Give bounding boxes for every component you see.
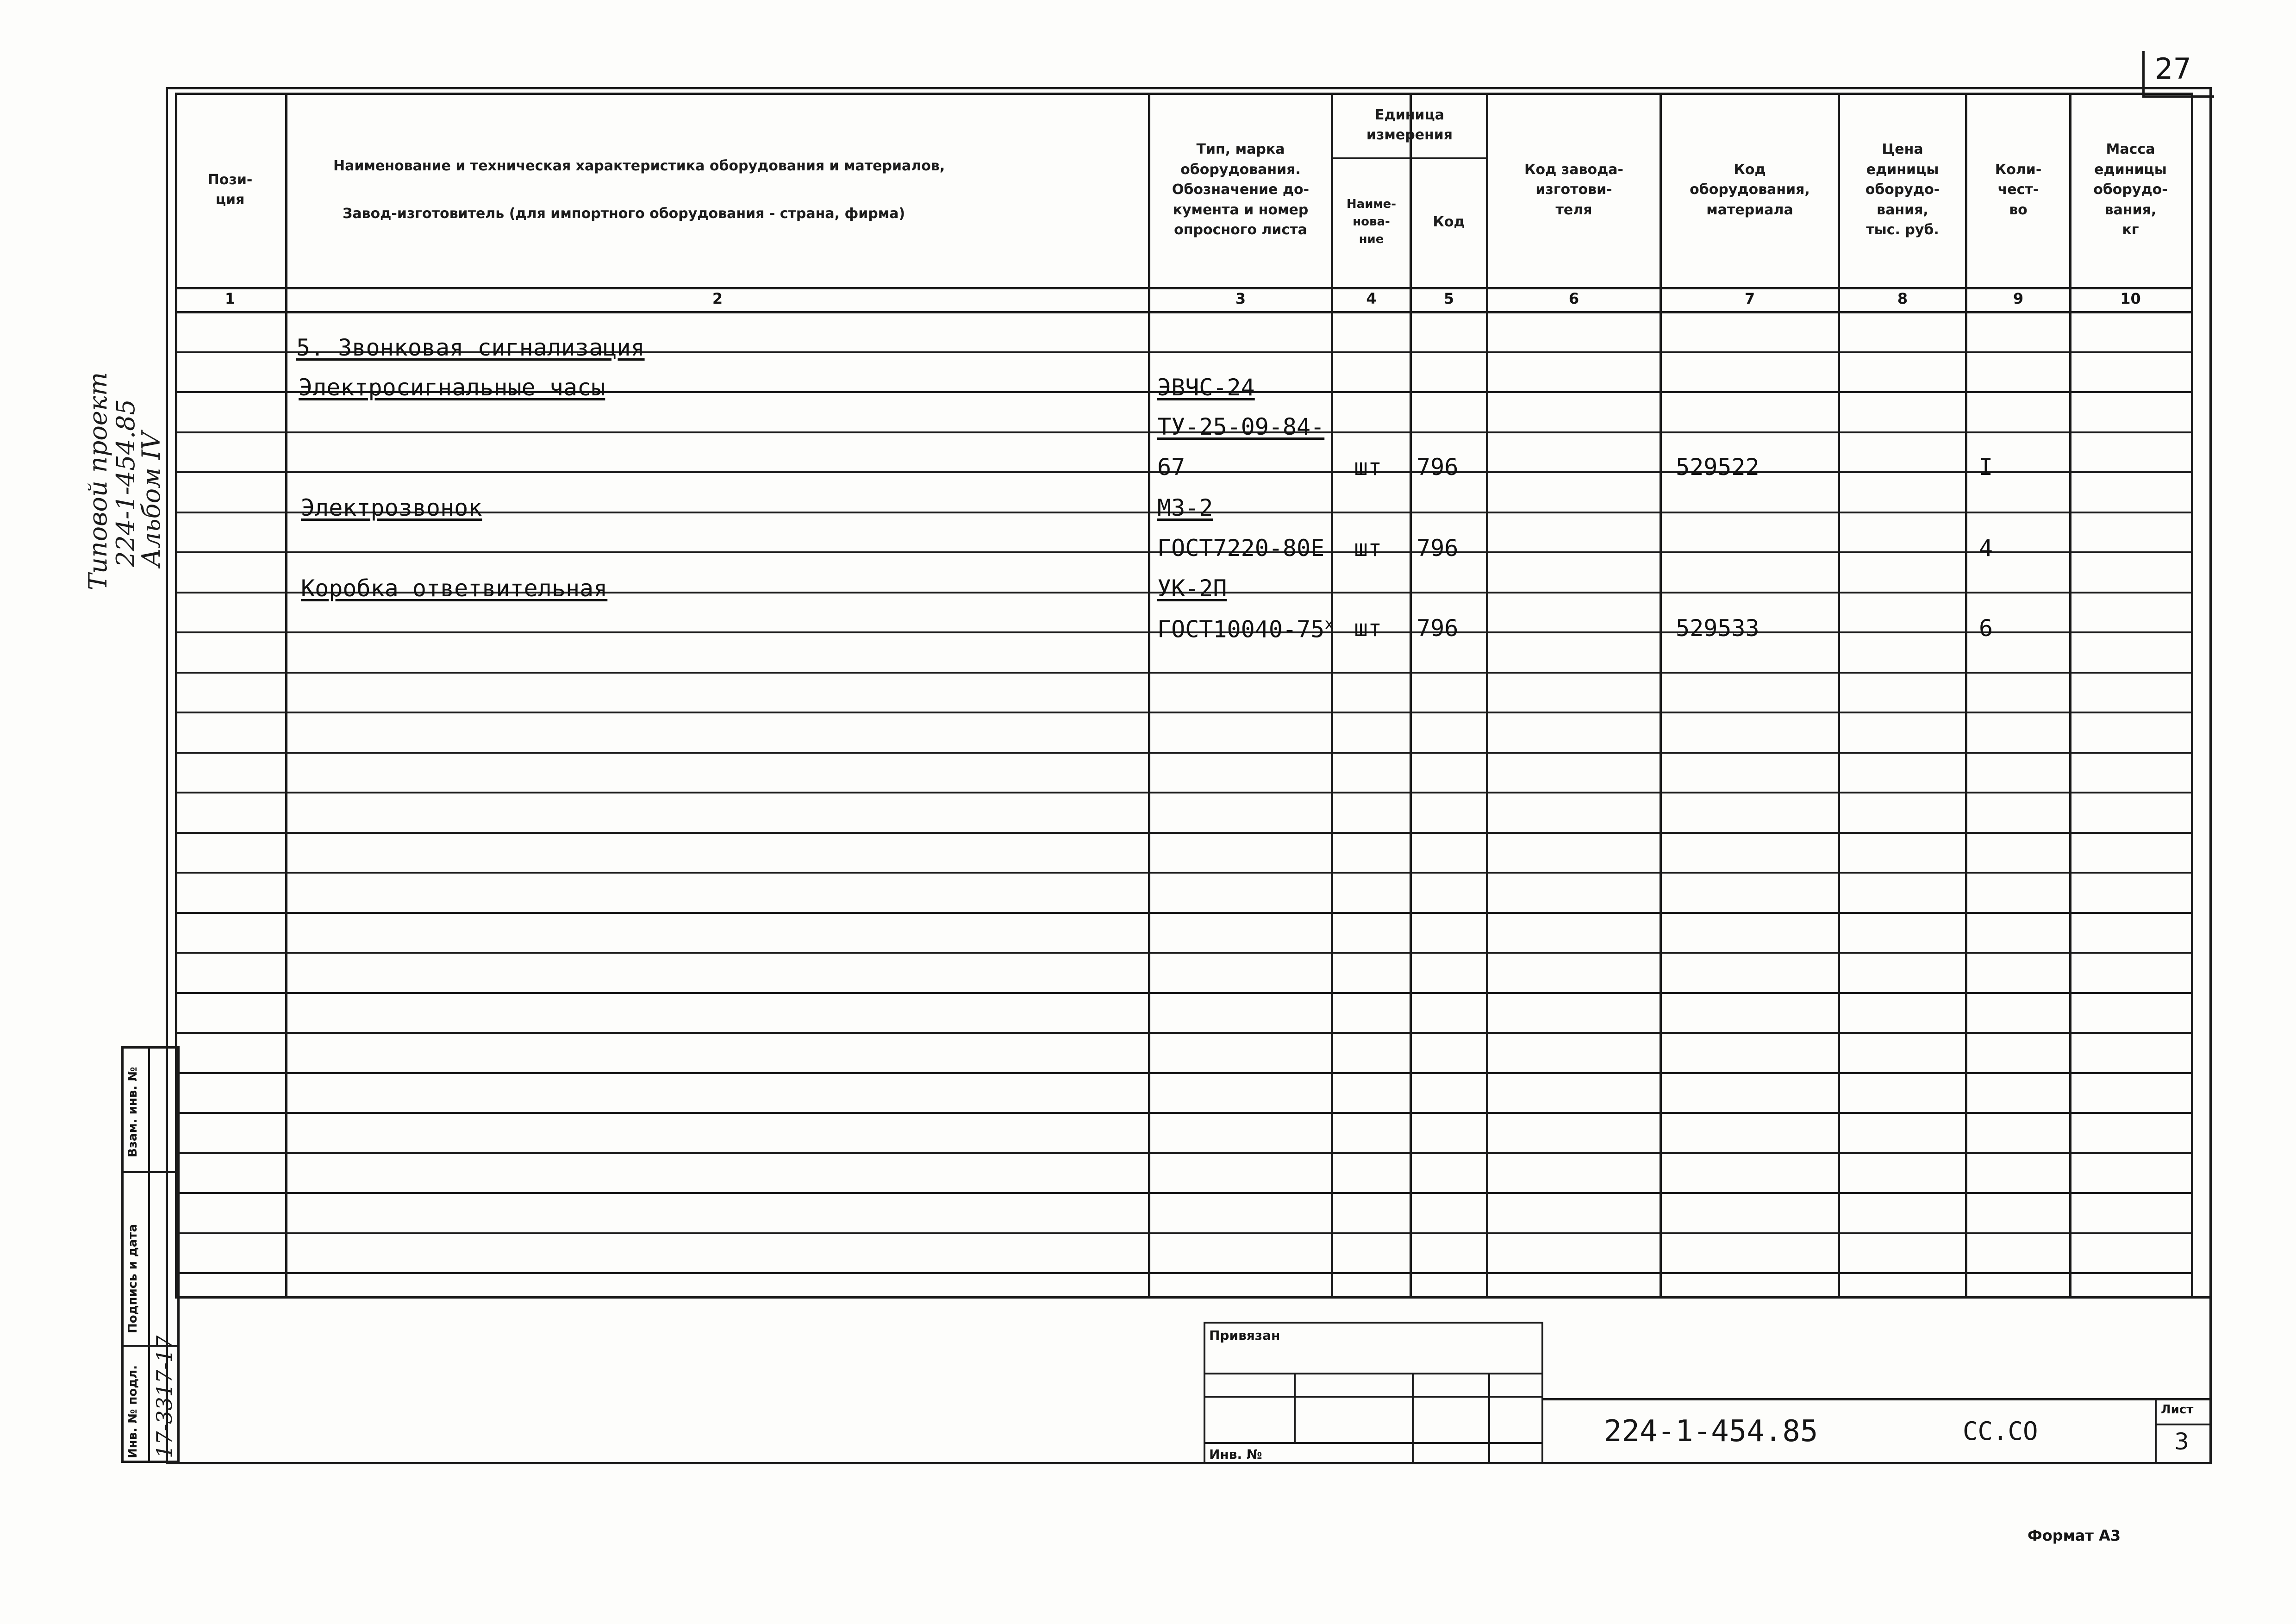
row-8-type-text: ГОСТ10040-75 bbox=[1157, 616, 1325, 643]
row-7-name: Коробка ответвительная bbox=[301, 575, 608, 602]
header-factory-code: Код завода- изготови- теля bbox=[1524, 161, 1623, 218]
row-8-code: 796 bbox=[1416, 615, 1459, 642]
privyazan-row-3 bbox=[1204, 1442, 1541, 1444]
row-1-name: 5. Звонковая сигнализация bbox=[296, 334, 645, 361]
header-unit-code: Код bbox=[1433, 214, 1465, 231]
row-6-code: 796 bbox=[1416, 535, 1459, 562]
row-5-name: Электрозвонок bbox=[301, 494, 482, 521]
row-8-equip-code: 529533 bbox=[1676, 615, 1759, 642]
side-project-line2: 224-1-454.85 bbox=[111, 399, 140, 567]
row-5-type: МЗ-2 bbox=[1157, 494, 1213, 521]
header-unit-name: Наиме- нова- ние bbox=[1346, 197, 1397, 246]
privyazan-col-3 bbox=[1488, 1373, 1490, 1464]
side-label-inv: Инв. № подл. bbox=[126, 1365, 140, 1458]
header-unit: Единица измерения bbox=[1366, 106, 1453, 143]
header-quantity: Коли- чест- во bbox=[1995, 161, 2042, 218]
side-project-line3: Альбом IV bbox=[137, 431, 166, 567]
row-line-19 bbox=[175, 1072, 2191, 1074]
row-line-11 bbox=[175, 752, 2191, 754]
privyazan-row-2 bbox=[1204, 1396, 1541, 1398]
title-block-right-top bbox=[1541, 1398, 2212, 1400]
row-8-qty: 6 bbox=[1979, 615, 1993, 642]
side-stamp-divider bbox=[148, 1046, 150, 1463]
row-4-equip-code: 529522 bbox=[1676, 454, 1759, 481]
row-line-15 bbox=[175, 912, 2191, 914]
row-line-13 bbox=[175, 832, 2191, 834]
row-8-type bbox=[1157, 615, 1334, 643]
side-label-replace: Взам. инв. № bbox=[126, 1067, 140, 1157]
side-stamp-sep-1 bbox=[121, 1171, 180, 1173]
row-4-unit: шт bbox=[1354, 454, 1382, 481]
sheet-box-divider bbox=[2155, 1424, 2212, 1425]
privyazan-row-1 bbox=[1204, 1373, 1541, 1374]
row-line-18 bbox=[175, 1032, 2191, 1034]
row-line-17 bbox=[175, 992, 2191, 994]
row-line-21 bbox=[175, 1152, 2191, 1154]
header-position: Пози- ция bbox=[207, 171, 253, 208]
header-type: Тип, марка оборудования. Обозначение до- кумента и номер опросного листа bbox=[1172, 141, 1310, 238]
side-project-line1: Типовой проект bbox=[83, 372, 112, 590]
row-line-23 bbox=[175, 1232, 2191, 1234]
header-mass: Масса единицы оборудо- вания, кг bbox=[2093, 141, 2168, 238]
row-line-10 bbox=[175, 712, 2191, 713]
header-name bbox=[287, 93, 1148, 287]
colnum-7: 7 bbox=[1744, 290, 1755, 307]
privyazan-right bbox=[1541, 1322, 1543, 1464]
sheet-label: Лист bbox=[2161, 1403, 2194, 1417]
row-line-14 bbox=[175, 872, 2191, 874]
title-block-top bbox=[175, 1296, 2212, 1299]
row-line-24 bbox=[175, 1272, 2191, 1274]
row-7-type: УК-2П bbox=[1157, 575, 1227, 602]
row-6-qty: 4 bbox=[1979, 535, 1993, 562]
colnum-2: 2 bbox=[712, 290, 723, 307]
row-4-type: 67 bbox=[1157, 454, 1185, 481]
inv-label: Инв. № bbox=[1209, 1447, 1262, 1462]
privyazan-col-1 bbox=[1294, 1373, 1296, 1442]
sheet-box-left bbox=[2155, 1398, 2157, 1464]
row-4-code: 796 bbox=[1416, 454, 1459, 481]
document-code: 224-1-454.85 bbox=[1604, 1414, 1818, 1449]
row-line-9 bbox=[175, 672, 2191, 674]
row-2-name: Электросигнальные часы bbox=[299, 374, 605, 401]
row-line-20 bbox=[175, 1112, 2191, 1114]
privyazan-col-2 bbox=[1412, 1373, 1414, 1464]
row-line-22 bbox=[175, 1192, 2191, 1194]
header-name-line2: Завод-изготовитель (для импортного оборудования - страна, фирма) bbox=[343, 206, 905, 222]
header-equipment-code: Код оборудования, материала bbox=[1690, 161, 1810, 218]
table-right-line bbox=[2191, 93, 2193, 1296]
header-name-line1: Наименование и техническая характеристика оборудования и материалов, bbox=[333, 157, 945, 174]
privyazan-top bbox=[1204, 1322, 1541, 1324]
colnum-5: 5 bbox=[1443, 290, 1454, 307]
sheet-code: СС.СО bbox=[1963, 1417, 2038, 1446]
row-line-16 bbox=[175, 952, 2191, 954]
colnum-10: 10 bbox=[2120, 290, 2141, 307]
row-2-type: ЭВЧС-24 bbox=[1157, 374, 1255, 401]
page-number: 27 bbox=[2155, 52, 2191, 86]
colnum-1: 1 bbox=[225, 290, 236, 307]
side-inv-value: 17-3317-17 bbox=[152, 1335, 177, 1458]
row-8-type-sup: х bbox=[1324, 615, 1334, 633]
side-label-sign: Подпись и дата bbox=[126, 1224, 140, 1333]
colnum-9: 9 bbox=[2013, 290, 2024, 307]
privyazan-label: Привязан bbox=[1209, 1328, 1280, 1343]
row-8-unit: шт bbox=[1354, 615, 1382, 642]
colnum-6: 6 bbox=[1568, 290, 1579, 307]
sheet-number: 3 bbox=[2174, 1428, 2189, 1455]
row-6-type: ГОСТ7220-80Е bbox=[1157, 535, 1325, 562]
row-4-qty: I bbox=[1979, 454, 1993, 481]
row-6-unit: шт bbox=[1354, 535, 1382, 562]
colnum-3: 3 bbox=[1235, 290, 1246, 307]
row-3-type: ТУ-25-09-84- bbox=[1157, 413, 1325, 440]
row-line-12 bbox=[175, 792, 2191, 793]
colnum-4: 4 bbox=[1366, 290, 1377, 307]
colnum-8: 8 bbox=[1897, 290, 1908, 307]
colnum-bottom-line bbox=[175, 311, 2191, 313]
format-label: Формат А3 bbox=[2028, 1527, 2121, 1544]
header-price: Цена единицы оборудо- вания, тыс. руб. bbox=[1865, 141, 1940, 238]
